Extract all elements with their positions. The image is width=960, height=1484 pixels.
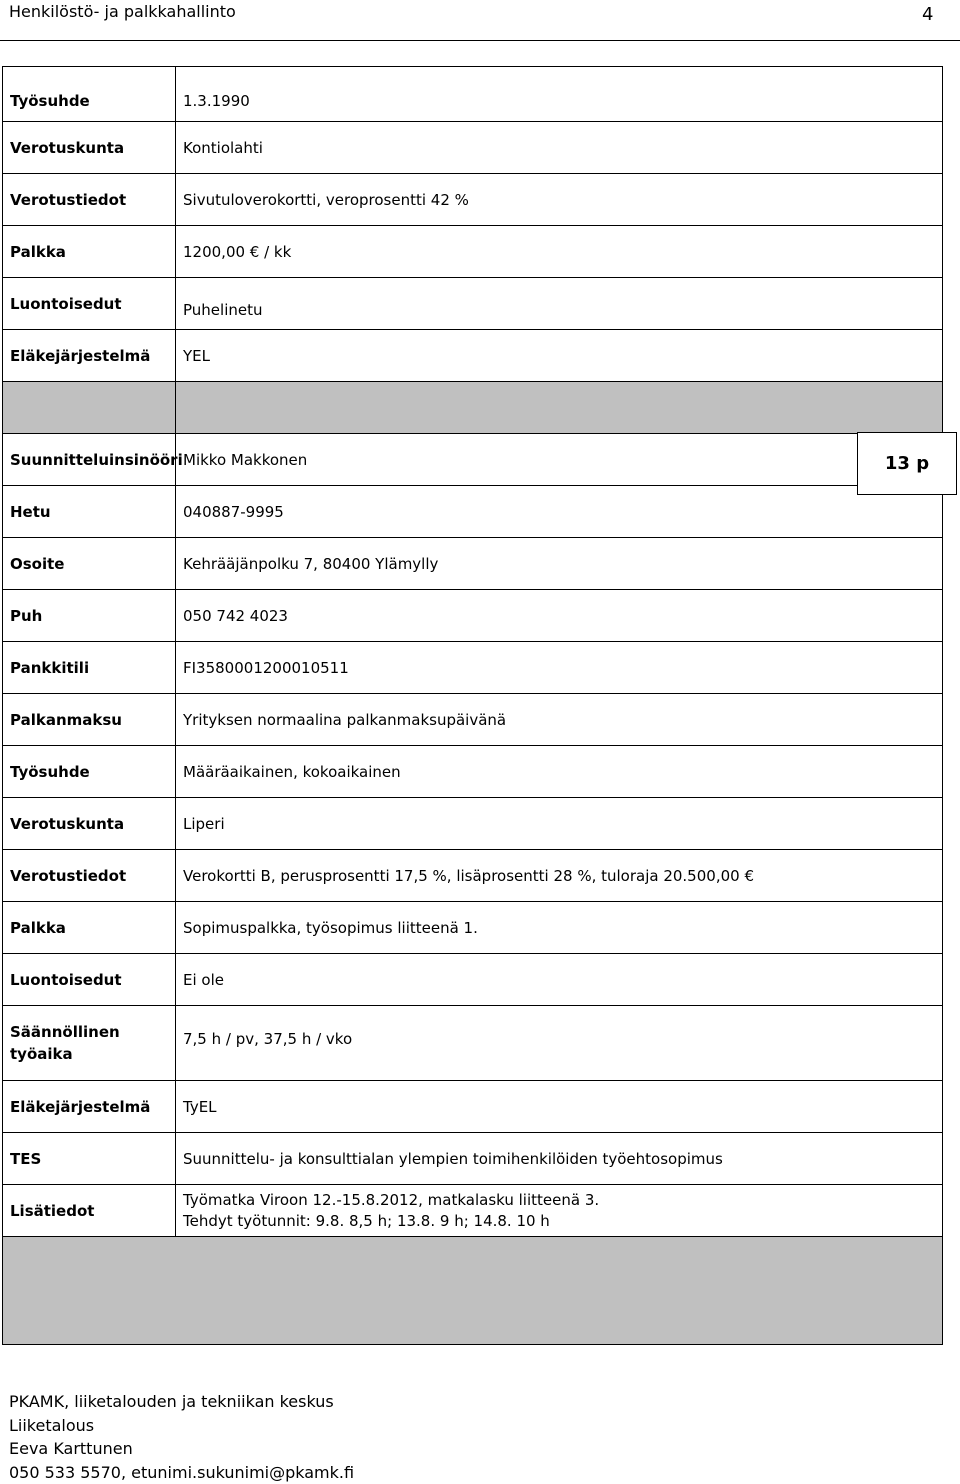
row-value: Suunnittelu- ja konsulttialan ylempien toimihenkilöiden työehtosopimus: [176, 1133, 943, 1185]
row-label: Eläkejärjestelmä: [3, 1081, 176, 1133]
pages-count-badge: 13 p: [857, 432, 957, 495]
row-value: 7,5 h / pv, 37,5 h / vko: [176, 1006, 943, 1081]
row-label: Palkanmaksu: [3, 694, 176, 746]
document-header-title: Henkilöstö- ja palkkahallinto: [9, 2, 236, 21]
row-label: Eläkejärjestelmä: [3, 330, 176, 382]
row-label: Työsuhde: [3, 746, 176, 798]
row-value: Sivutuloverokortti, veroprosentti 42 %: [176, 174, 943, 226]
row-label: Palkka: [3, 226, 176, 278]
row-label: Pankkitili: [3, 642, 176, 694]
footer-line: Eeva Karttunen: [9, 1437, 354, 1461]
row-value: Mikko Makkonen: [176, 434, 943, 486]
row-value: 1.3.1990: [176, 67, 943, 122]
blank-footer-row: [3, 1237, 943, 1345]
row-value: FI3580001200010511: [176, 642, 943, 694]
row-value: Verokortti B, perusprosentti 17,5 %, lisäprosentti 28 %, tuloraja 20.500,00 €: [176, 850, 943, 902]
row-value: TyEL: [176, 1081, 943, 1133]
row-value: Ei ole: [176, 954, 943, 1006]
section-separator: [3, 382, 943, 434]
footer-line: 050 533 5570, etunimi.sukunimi@pkamk.fi: [9, 1461, 354, 1484]
employee-info-table: [2, 66, 943, 1345]
row-label: Puh: [3, 590, 176, 642]
row-label: Luontoisedut: [3, 278, 176, 330]
label-line: Säännöllinen: [10, 1023, 120, 1041]
row-label: Luontoisedut: [3, 954, 176, 1006]
row-value: Määräaikainen, kokoaikainen: [176, 746, 943, 798]
row-value: Yrityksen normaalina palkanmaksupäivänä: [176, 694, 943, 746]
footer-line: PKAMK, liiketalouden ja tekniikan keskus: [9, 1390, 354, 1414]
row-label: Verotustiedot: [3, 850, 176, 902]
document-footer: [9, 1390, 354, 1484]
row-value: YEL: [176, 330, 943, 382]
label-line: työaika: [10, 1045, 73, 1063]
extra-line: Tehdyt työtunnit: 9.8. 8,5 h; 13.8. 9 h; 14.8. 10 h: [183, 1212, 550, 1230]
extra-line: Työmatka Viroon 12.-15.8.2012, matkalasku liitteenä 3.: [183, 1191, 599, 1209]
footer-line: Liiketalous: [9, 1414, 354, 1438]
row-label: Verotuskunta: [3, 798, 176, 850]
page-number: 4: [922, 4, 933, 25]
row-label: Verotustiedot: [3, 174, 176, 226]
row-label: Osoite: [3, 538, 176, 590]
row-value: Kontiolahti: [176, 122, 943, 174]
row-label: Verotuskunta: [3, 122, 176, 174]
row-value: Liperi: [176, 798, 943, 850]
row-value: 050 742 4023: [176, 590, 943, 642]
row-value: Sopimuspalkka, työsopimus liitteenä 1.: [176, 902, 943, 954]
row-value: 1200,00 € / kk: [176, 226, 943, 278]
row-value: 040887-9995: [176, 486, 943, 538]
row-value: Kehrääjänpolku 7, 80400 Ylämylly: [176, 538, 943, 590]
row-label: Lisätiedot: [3, 1185, 176, 1237]
header-divider: [0, 40, 960, 41]
row-label: Palkka: [3, 902, 176, 954]
row-label: TES: [3, 1133, 176, 1185]
row-value: Puhelinetu: [176, 278, 943, 330]
row-label: Suunnitteluinsinööri: [3, 434, 176, 486]
row-label: Hetu: [3, 486, 176, 538]
row-label: [3, 1006, 176, 1081]
row-label: Työsuhde: [3, 67, 176, 122]
row-value: [176, 1185, 943, 1237]
